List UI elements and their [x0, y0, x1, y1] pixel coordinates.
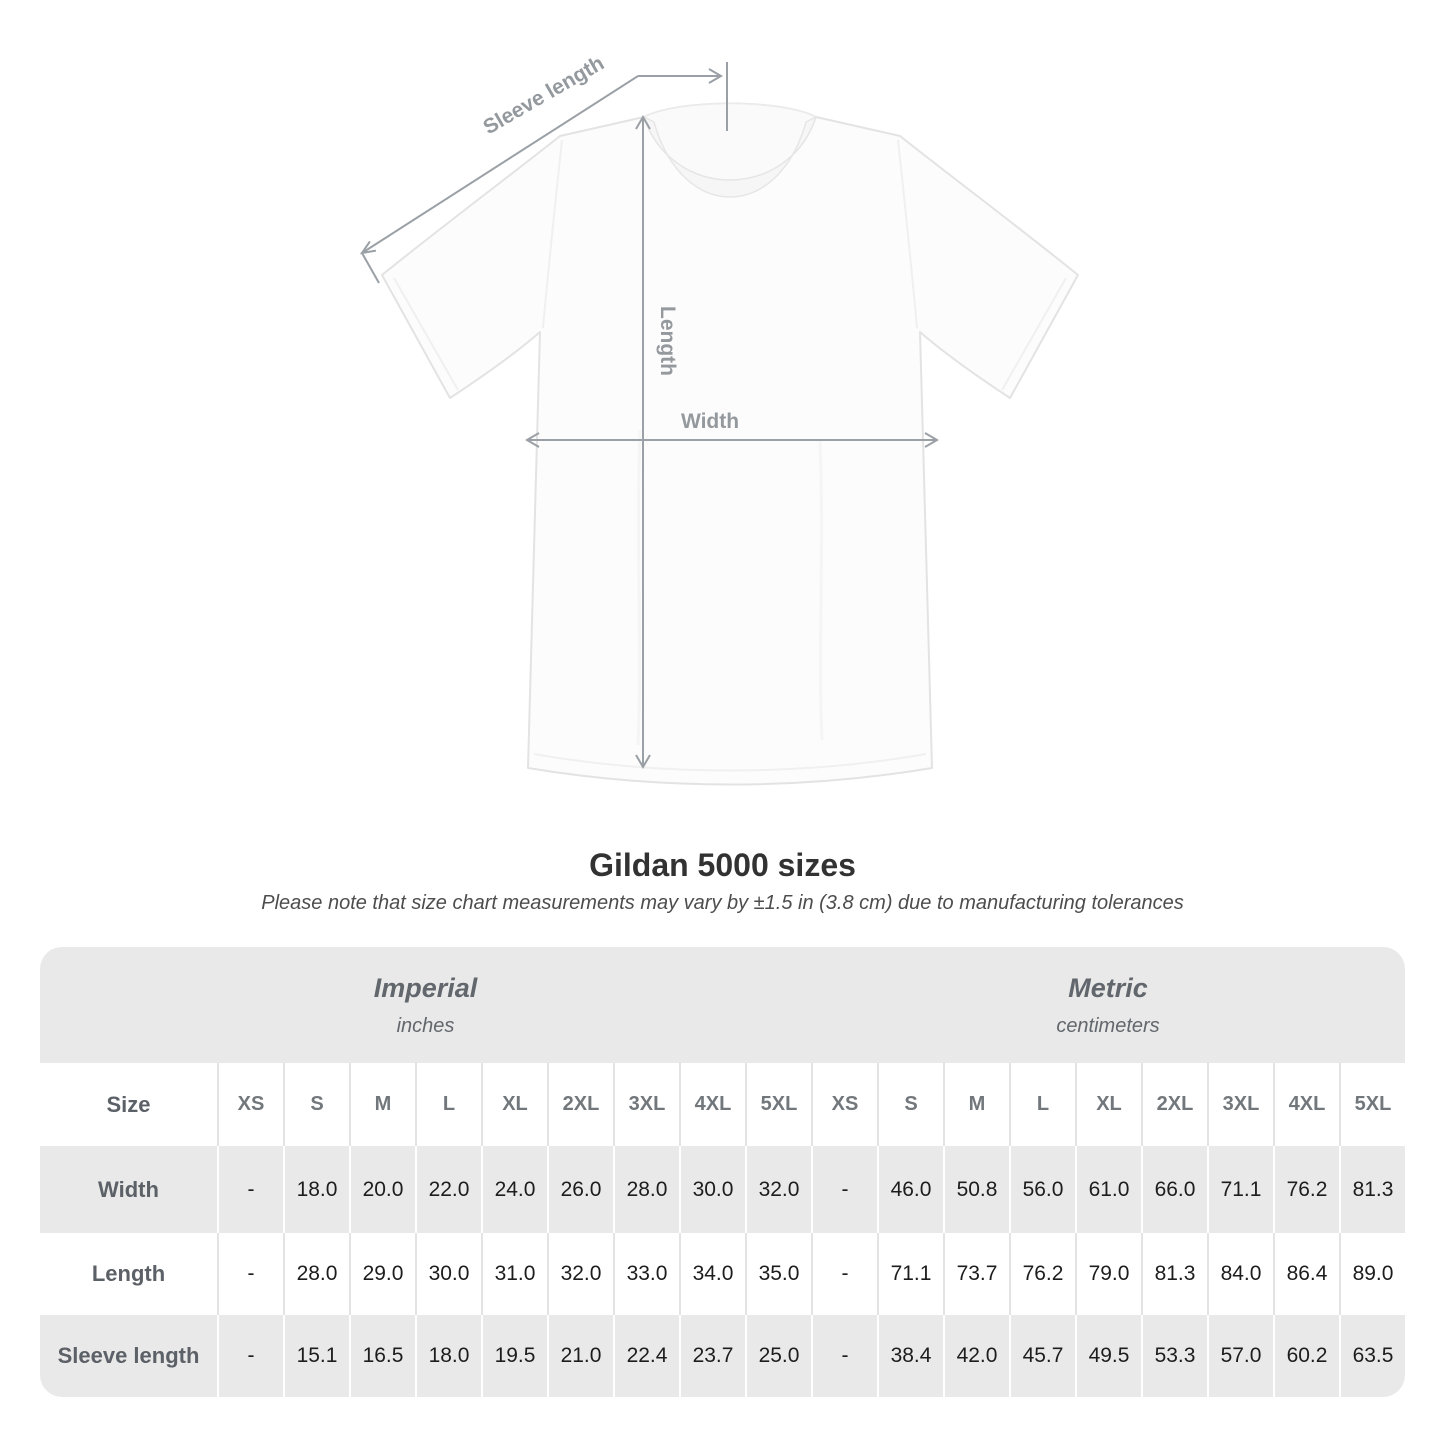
unit-group-unit: inches: [396, 1014, 455, 1037]
size-col-header-metric-4xl: 4XL: [1273, 1063, 1339, 1146]
value-width-metric-xl: 61.0: [1075, 1146, 1141, 1233]
size-col-header-metric-3xl: 3XL: [1207, 1063, 1273, 1146]
size-col-header-imperial-xl: XL: [481, 1063, 547, 1146]
size-col-header-metric-m: M: [943, 1063, 1009, 1146]
value-length-imperial-xs: -: [217, 1233, 283, 1315]
value-width-imperial-5xl: 32.0: [745, 1146, 811, 1233]
size-header-label: Size: [40, 1063, 217, 1146]
page-title: Gildan 5000 sizes: [589, 847, 856, 883]
size-col-header-metric-xs: XS: [811, 1063, 877, 1146]
unit-group-name: Metric: [1068, 972, 1148, 1003]
size-col-header-metric-l: L: [1009, 1063, 1075, 1146]
sleeve-length-label: Sleeve length: [479, 51, 609, 140]
value-width-imperial-xs: -: [217, 1146, 283, 1233]
size-col-header-imperial-4xl: 4XL: [679, 1063, 745, 1146]
size-col-header-imperial-3xl: 3XL: [613, 1063, 679, 1146]
value-width-metric-xs: -: [811, 1146, 877, 1233]
value-length-metric-2xl: 81.3: [1141, 1233, 1207, 1315]
value-width-imperial-4xl: 30.0: [679, 1146, 745, 1233]
value-sleeve-length-imperial-xl: 19.5: [481, 1315, 547, 1397]
value-width-imperial-s: 18.0: [283, 1146, 349, 1233]
value-length-metric-3xl: 84.0: [1207, 1233, 1273, 1315]
row-label-width: Width: [40, 1146, 217, 1233]
value-sleeve-length-metric-l: 45.7: [1009, 1315, 1075, 1397]
unit-group-imperial: [40, 947, 811, 1063]
value-sleeve-length-imperial-5xl: 25.0: [745, 1315, 811, 1397]
value-length-metric-xl: 79.0: [1075, 1233, 1141, 1315]
unit-group-metric: [811, 947, 1405, 1063]
value-sleeve-length-metric-3xl: 57.0: [1207, 1315, 1273, 1397]
value-width-metric-m: 50.8: [943, 1146, 1009, 1233]
value-width-metric-s: 46.0: [877, 1146, 943, 1233]
size-col-header-metric-s: S: [877, 1063, 943, 1146]
value-sleeve-length-imperial-l: 18.0: [415, 1315, 481, 1397]
value-length-imperial-2xl: 32.0: [547, 1233, 613, 1315]
value-width-imperial-xl: 24.0: [481, 1146, 547, 1233]
value-length-metric-l: 76.2: [1009, 1233, 1075, 1315]
value-length-metric-s: 71.1: [877, 1233, 943, 1315]
value-sleeve-length-metric-s: 38.4: [877, 1315, 943, 1397]
value-width-metric-2xl: 66.0: [1141, 1146, 1207, 1233]
width-label: Width: [680, 410, 740, 433]
unit-group-name: Imperial: [373, 972, 478, 1003]
unit-group-unit: centimeters: [1056, 1014, 1160, 1037]
value-sleeve-length-imperial-s: 15.1: [283, 1315, 349, 1397]
tshirt-graphic: [382, 104, 1078, 785]
value-length-imperial-l: 30.0: [415, 1233, 481, 1315]
value-width-metric-l: 56.0: [1009, 1146, 1075, 1233]
value-width-imperial-2xl: 26.0: [547, 1146, 613, 1233]
value-sleeve-length-imperial-m: 16.5: [349, 1315, 415, 1397]
value-width-metric-5xl: 81.3: [1339, 1146, 1405, 1233]
length-label: Length: [656, 306, 679, 376]
value-length-imperial-4xl: 34.0: [679, 1233, 745, 1315]
size-col-header-imperial-2xl: 2XL: [547, 1063, 613, 1146]
value-sleeve-length-metric-2xl: 53.3: [1141, 1315, 1207, 1397]
value-length-metric-4xl: 86.4: [1273, 1233, 1339, 1315]
value-sleeve-length-metric-m: 42.0: [943, 1315, 1009, 1397]
value-sleeve-length-metric-5xl: 63.5: [1339, 1315, 1405, 1397]
size-col-header-metric-xl: XL: [1075, 1063, 1141, 1146]
value-sleeve-length-imperial-2xl: 21.0: [547, 1315, 613, 1397]
value-sleeve-length-metric-4xl: 60.2: [1273, 1315, 1339, 1397]
size-table: [40, 947, 1405, 1397]
size-col-header-imperial-s: S: [283, 1063, 349, 1146]
size-col-header-imperial-xs: XS: [217, 1063, 283, 1146]
value-length-metric-m: 73.7: [943, 1233, 1009, 1315]
value-sleeve-length-imperial-xs: -: [217, 1315, 283, 1397]
value-length-imperial-5xl: 35.0: [745, 1233, 811, 1315]
value-width-imperial-l: 22.0: [415, 1146, 481, 1233]
value-length-imperial-m: 29.0: [349, 1233, 415, 1315]
value-length-metric-5xl: 89.0: [1339, 1233, 1405, 1315]
size-col-header-imperial-m: M: [349, 1063, 415, 1146]
row-label-length: Length: [91, 1261, 166, 1286]
size-col-header-imperial-5xl: 5XL: [745, 1063, 811, 1146]
value-width-imperial-3xl: 28.0: [613, 1146, 679, 1233]
value-length-imperial-xl: 31.0: [481, 1233, 547, 1315]
value-length-imperial-3xl: 33.0: [613, 1233, 679, 1315]
value-sleeve-length-metric-xs: -: [811, 1315, 877, 1397]
value-sleeve-length-metric-xl: 49.5: [1075, 1315, 1141, 1397]
size-col-header-metric-2xl: 2XL: [1141, 1063, 1207, 1146]
size-col-header-metric-5xl: 5XL: [1339, 1063, 1405, 1146]
value-width-metric-4xl: 76.2: [1273, 1146, 1339, 1233]
size-col-header-imperial-l: L: [415, 1063, 481, 1146]
value-width-metric-3xl: 71.1: [1207, 1146, 1273, 1233]
value-length-imperial-s: 28.0: [283, 1233, 349, 1315]
value-sleeve-length-imperial-3xl: 22.4: [613, 1315, 679, 1397]
tolerance-note: Please note that size chart measurements may vary by ±1.5 in (3.8 cm) due to manufacturing tolerances: [261, 892, 1184, 914]
row-label-sleeve-length: Sleeve length: [40, 1315, 217, 1397]
value-sleeve-length-imperial-4xl: 23.7: [679, 1315, 745, 1397]
value-width-imperial-m: 20.0: [349, 1146, 415, 1233]
value-length-metric-xs: -: [811, 1233, 877, 1315]
